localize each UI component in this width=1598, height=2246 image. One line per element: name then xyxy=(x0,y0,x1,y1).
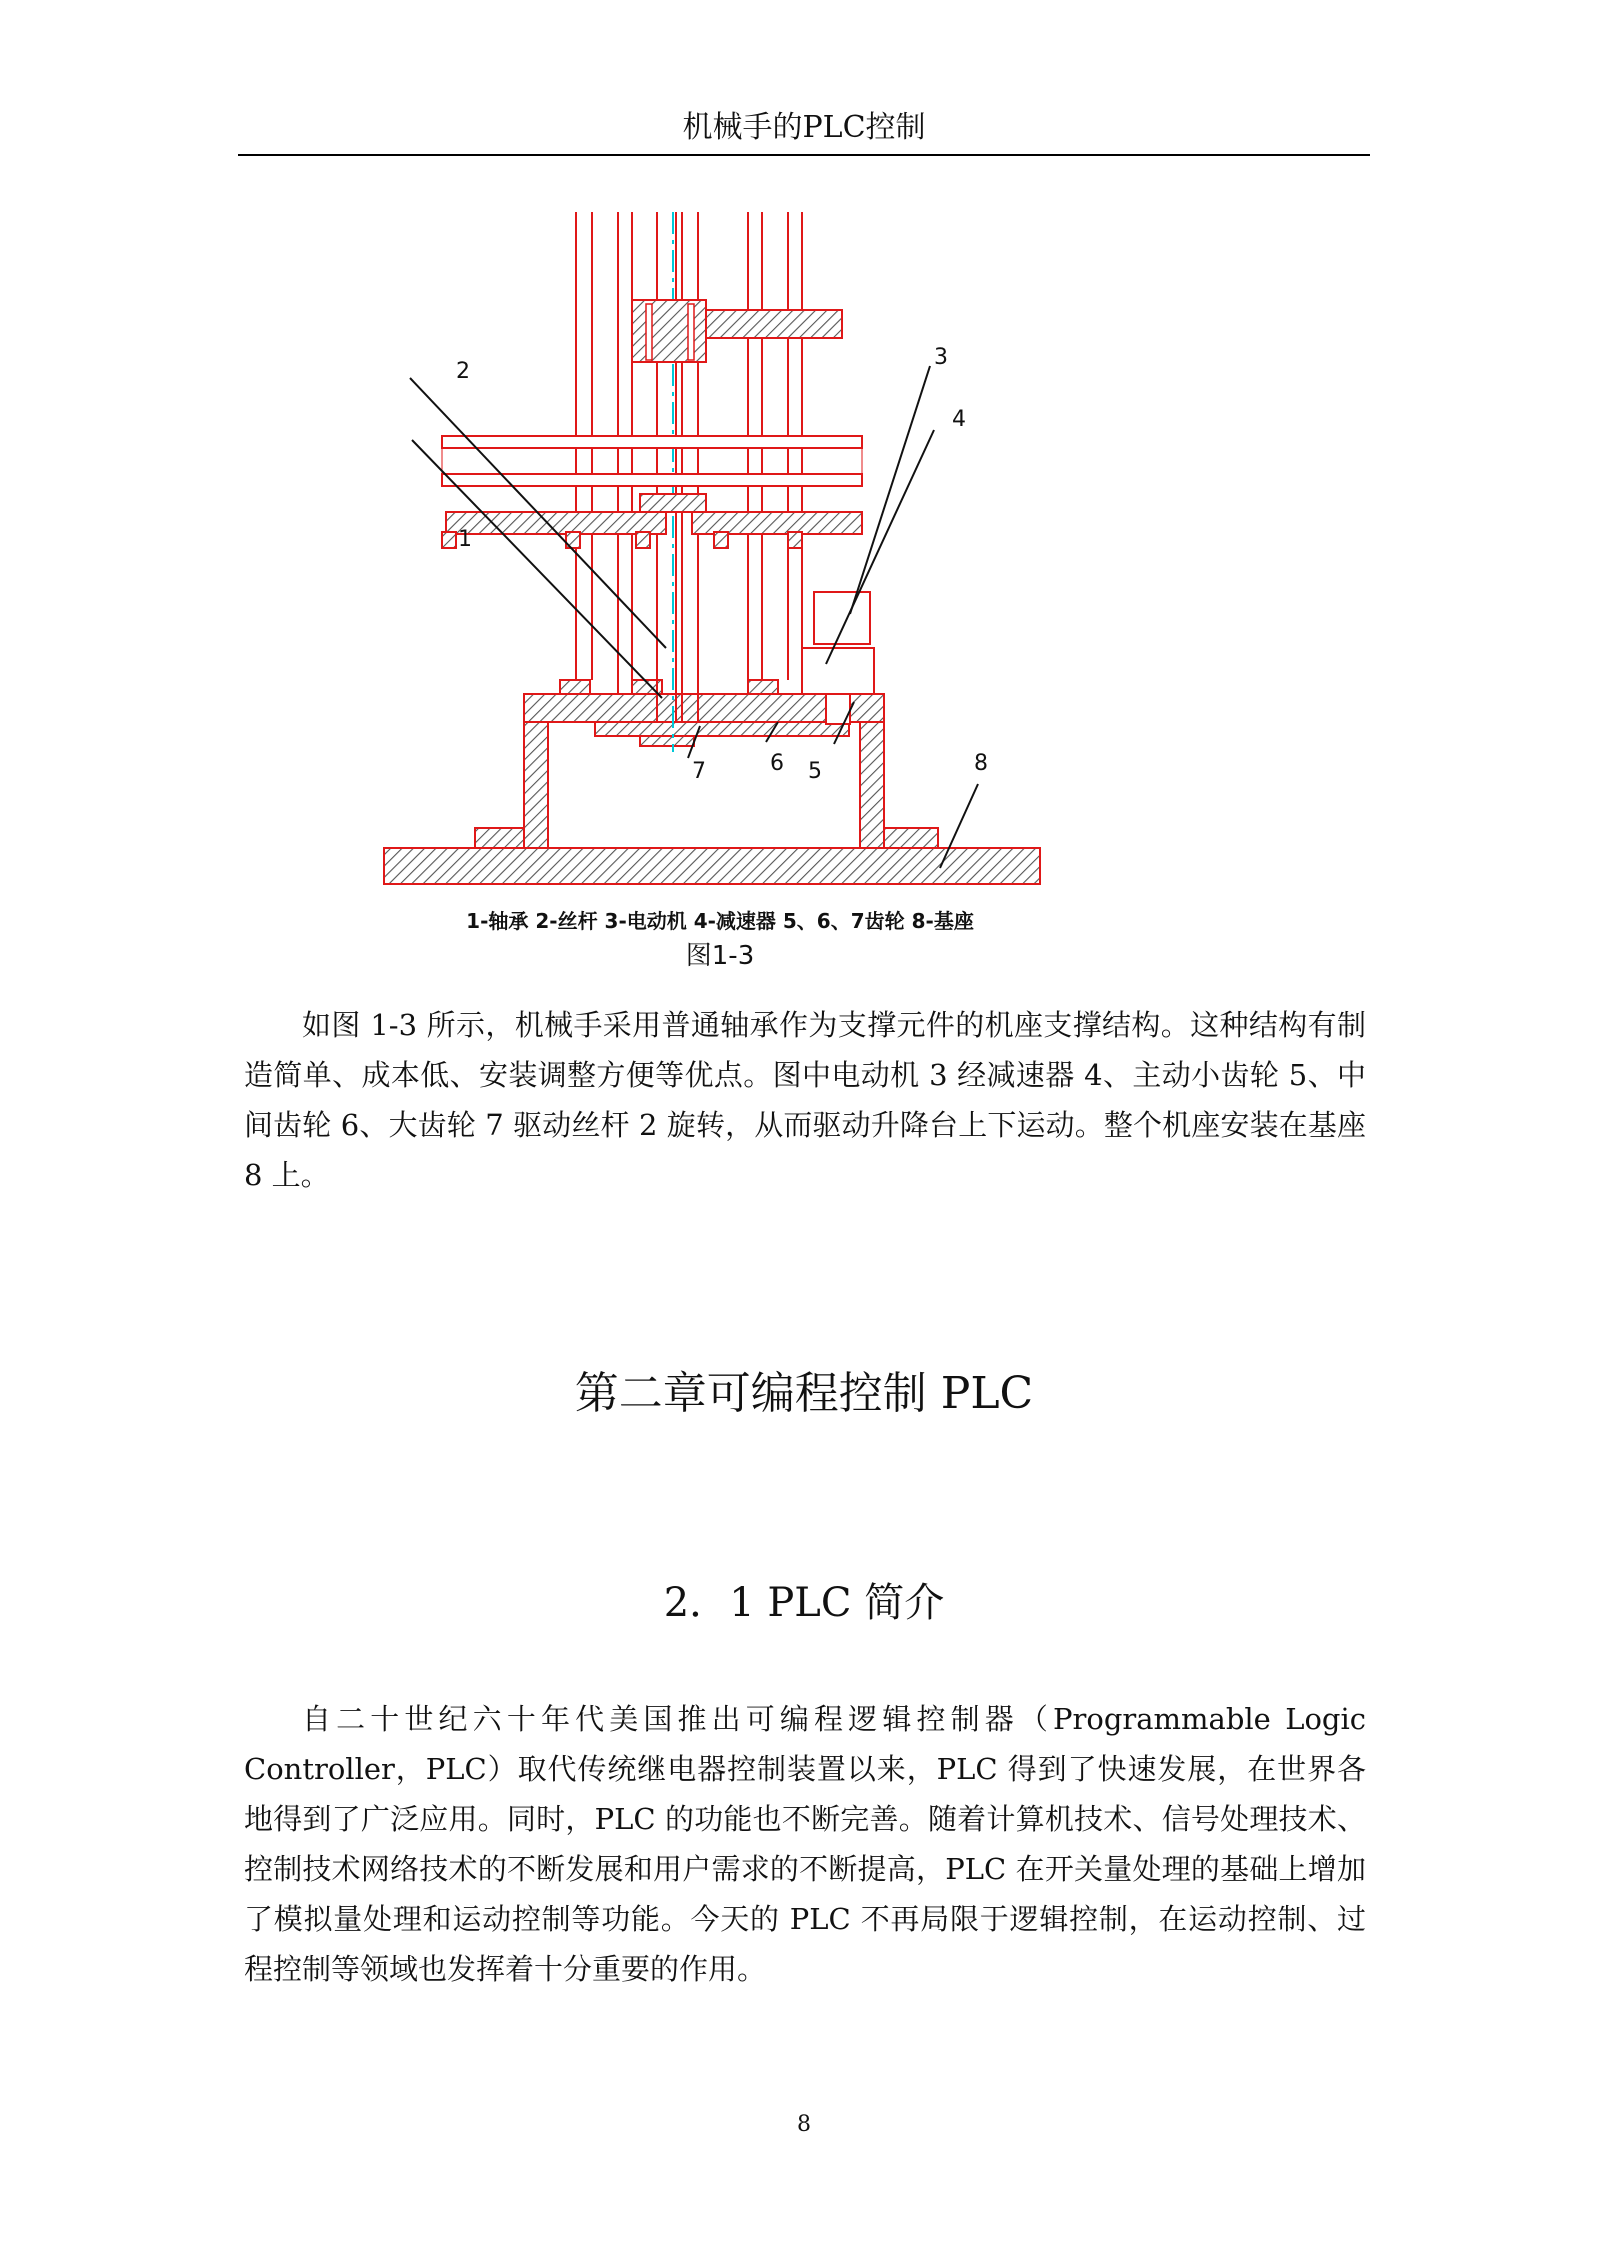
lift-plate xyxy=(442,474,862,486)
label-2: 2 xyxy=(456,359,470,384)
chapter-title: 第二章可编程控制 PLC xyxy=(574,1368,1034,1419)
bearing-block xyxy=(560,680,590,694)
beam-block xyxy=(714,532,728,548)
label-1: 1 xyxy=(458,527,472,552)
gear-plate xyxy=(595,722,849,736)
upper-arm xyxy=(706,310,842,338)
beam-right xyxy=(692,512,862,534)
bolt xyxy=(688,304,694,360)
lift-plate xyxy=(442,436,862,448)
header-rule xyxy=(238,154,1370,156)
label-5: 5 xyxy=(808,759,822,784)
paragraph-plc-introduction: 自二十世纪六十年代美国推出可编程逻辑控制器（Programmable Logic Controller，PLC）取代传统继电器控制装置以来，PLC 得到了快速发展，在世界各地得到了广泛应用。同时，PLC 的功能也不断完善。随着计算机技术、信号处理技术、控制技术网络技术的不断发展和用户需求的不断提高，PLC 在开关量处理的基础上增加了模拟量处理和运动控制等功能。今天的 PLC 不再局限于逻辑控制，在运动控制、过程控制等领域也发挥着十分重要的作用。 xyxy=(244,1702,1366,1986)
upper-nut xyxy=(632,300,706,362)
figure-1-3 xyxy=(370,212,1070,992)
left-foot xyxy=(475,828,529,848)
paragraph-structure-description: 如图 1-3 所示，机械手采用普通轴承作为支撑元件的机座支撑结构。这种结构有制造简单、成本低、安装调整方便等优点。图中电动机 3 经减速器 4、主动小齿轮 5、中间齿轮 6、大齿轮 7 驱动丝杆 2 旋转，从而驱动升降台上下运动。整个机座安装在基座 8 上。 xyxy=(244,1008,1366,1192)
bolt xyxy=(646,304,652,360)
section-title: 2．1 PLC 简介 xyxy=(663,1580,945,1626)
beam-block xyxy=(788,532,802,548)
figure-caption: 图1-3 xyxy=(685,941,755,971)
page-header: 机械手的PLC控制 xyxy=(682,110,926,145)
beam-block xyxy=(636,532,650,548)
label-6: 6 xyxy=(770,751,784,776)
leader-line-3 xyxy=(850,366,930,614)
bearing-block xyxy=(748,680,778,694)
right-foot xyxy=(884,828,938,848)
motor xyxy=(814,592,870,644)
beam-block xyxy=(442,532,456,548)
base-structure-drawing xyxy=(370,212,1070,992)
figure-legend: 1-轴承 2-丝杆 3-电动机 4-减速器 5、6、7齿轮 8-基座 xyxy=(466,909,974,933)
nut-block xyxy=(640,494,706,512)
gear-hub xyxy=(640,736,694,746)
label-8: 8 xyxy=(974,751,988,776)
leader-line-4 xyxy=(826,430,934,664)
label-4: 4 xyxy=(952,407,966,432)
reducer xyxy=(802,648,874,694)
page-number: 8 xyxy=(797,2112,811,2137)
label-7: 7 xyxy=(692,759,706,784)
label-3: 3 xyxy=(934,345,948,370)
